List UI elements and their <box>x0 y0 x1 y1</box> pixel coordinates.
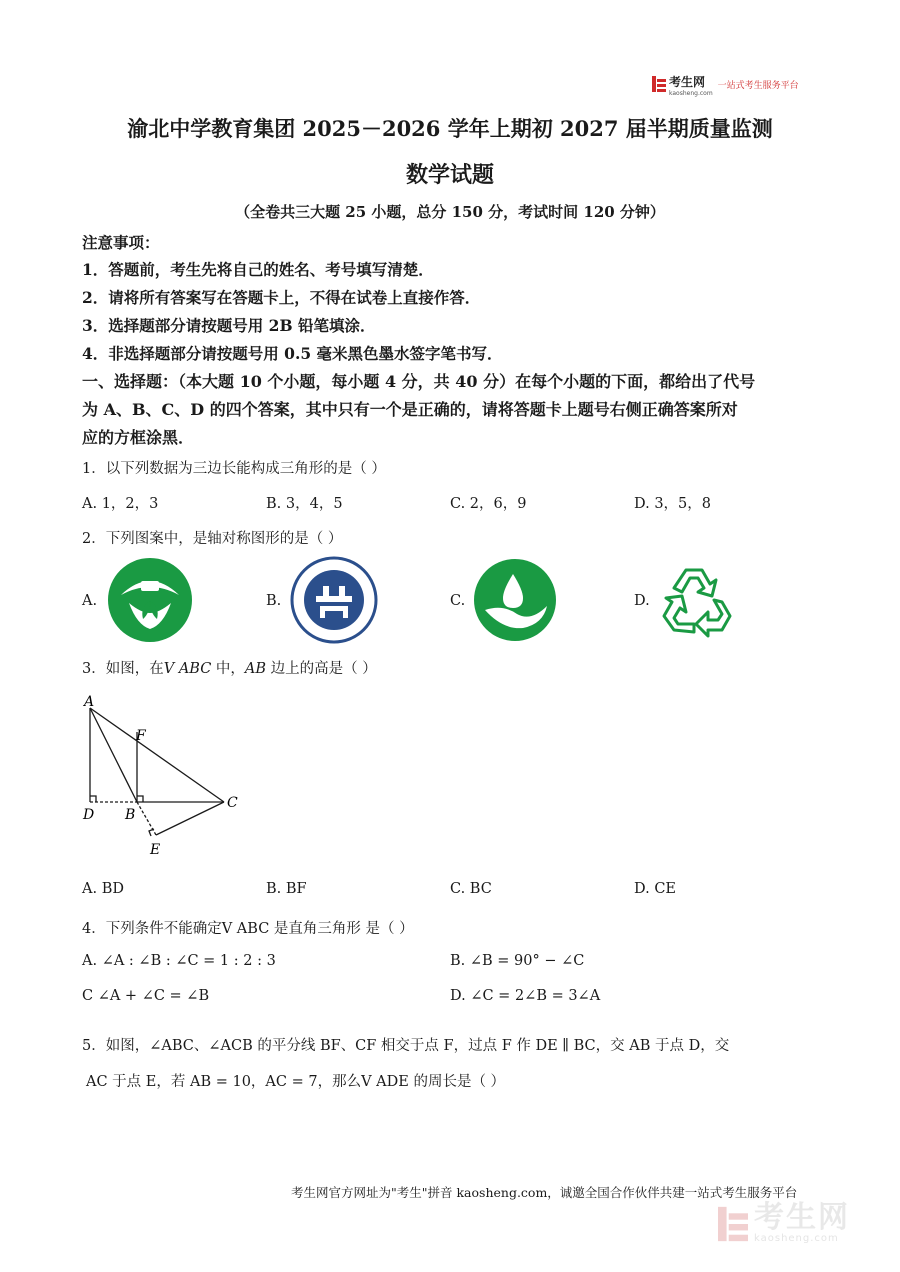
watermark-name: 考生网 <box>754 1200 850 1235</box>
logo-slogan: 一站式考生服务平台 <box>717 80 799 91</box>
q4-option-a: A. ∠A : ∠B : ∠C = 1 : 2 : 3 <box>82 953 276 969</box>
exam-title: 渝北中学教育集团 2025－2026 学年上期初 2027 届半期质量监测 <box>127 116 773 141</box>
question-2-stem: 2．下列图案中，是轴对称图形的是（ ） <box>82 531 343 547</box>
q3-option-b: B. BF <box>266 881 307 897</box>
logo-url: kaosheng.com <box>669 90 713 97</box>
q4-option-b: B. ∠B = 90° − ∠C <box>450 953 585 969</box>
q3-option-d: D. CE <box>634 881 677 897</box>
q4-option-c: C ∠A + ∠C = ∠B <box>82 988 210 1004</box>
exam-info: （全卷共三大题 25 小题，总分 150 分，考试时间 120 分钟） <box>235 203 665 221</box>
q2-option-a-label: A. <box>82 593 98 609</box>
q2-option-b-label: B. <box>266 593 282 609</box>
q1-option-c: C. 2，6，9 <box>450 496 527 512</box>
recycle-icon <box>656 562 740 640</box>
notes-heading: 注意事项： <box>82 233 160 252</box>
q1-option-a: A. 1，2，3 <box>82 496 159 512</box>
section-heading: 一、选择题：（本大题 10 个小题，每小题 4 分，共 40 分）在每个小题的下面，都给出了代号 <box>82 372 756 391</box>
green-food-logo-icon <box>107 557 193 643</box>
question-5-line-2: AC 于点 E，若 AB = 10，AC = 7，那么V ADE 的周长是（ ） <box>86 1074 506 1090</box>
note-item: 1．答题前，考生先将自己的姓名、考号填写清楚． <box>82 260 434 279</box>
q3-option-c: C. BC <box>450 881 492 897</box>
watermark-logo-icon <box>718 1205 748 1243</box>
q1-option-d: D. 3，5，8 <box>634 496 712 512</box>
figure-label-c: C <box>227 795 238 811</box>
figure-label-e: E <box>150 842 161 858</box>
figure-label-f: F <box>136 728 146 744</box>
note-item: 3．选择题部分请按题号用 2B 铅笔填涂． <box>82 316 376 335</box>
section-heading: 为 A、B、C、D 的四个答案，其中只有一个是正确的，请将答题卡上题号右侧正确答案所对 <box>82 400 738 419</box>
note-item: 2．请将所有答案写在答题卡上，不得在试卷上直接作答． <box>82 288 481 307</box>
figure-label-d: D <box>83 807 95 823</box>
q2-option-c-label: C. <box>450 593 466 609</box>
question-4-stem: 4．下列条件不能确定V ABC 是直角三角形 是（ ） <box>82 921 414 937</box>
q2-option-d-label: D. <box>634 593 650 609</box>
note-item: 4．非选择题部分请按题号用 0.5 毫米黑色墨水签字笔书写． <box>82 344 503 363</box>
q4-option-d: D. ∠C = 2∠B = 3∠A <box>450 988 601 1004</box>
watermark-url: kaosheng.com <box>754 1233 839 1244</box>
exam-subject: 数学试题 <box>405 162 494 188</box>
kaosheng-logo-icon <box>652 76 666 92</box>
footer-watermark <box>718 1200 850 1244</box>
water-drop-logo-icon <box>473 558 557 642</box>
question-3-stem: 3．如图，在V ABC 中，AB 边上的高是（ ） <box>82 661 377 677</box>
q3-option-a: A. BD <box>82 881 124 897</box>
blue-emblem-icon <box>290 556 378 644</box>
footer-text: 考生网官方网址为"考生"拼音 kaosheng.com，诚邀全国合作伙伴共建一站式考生服务平台 <box>291 1185 798 1200</box>
triangle-figure <box>80 692 250 862</box>
logo-name: 考生网 <box>669 75 706 89</box>
question-1-stem: 1．以下列数据为三边长能构成三角形的是（ ） <box>82 461 386 477</box>
figure-label-a: A <box>84 694 95 710</box>
question-5-line-1: 5．如图，∠ABC、∠ACB 的平分线 BF、CF 相交于点 F，过点 F 作 DE ∥ BC，交 AB 于点 D，交 <box>82 1038 730 1054</box>
figure-label-b: B <box>125 807 136 823</box>
section-heading: 应的方框涂黑． <box>82 428 195 447</box>
header-logo <box>652 74 799 97</box>
q1-option-b: B. 3，4，5 <box>266 496 343 512</box>
